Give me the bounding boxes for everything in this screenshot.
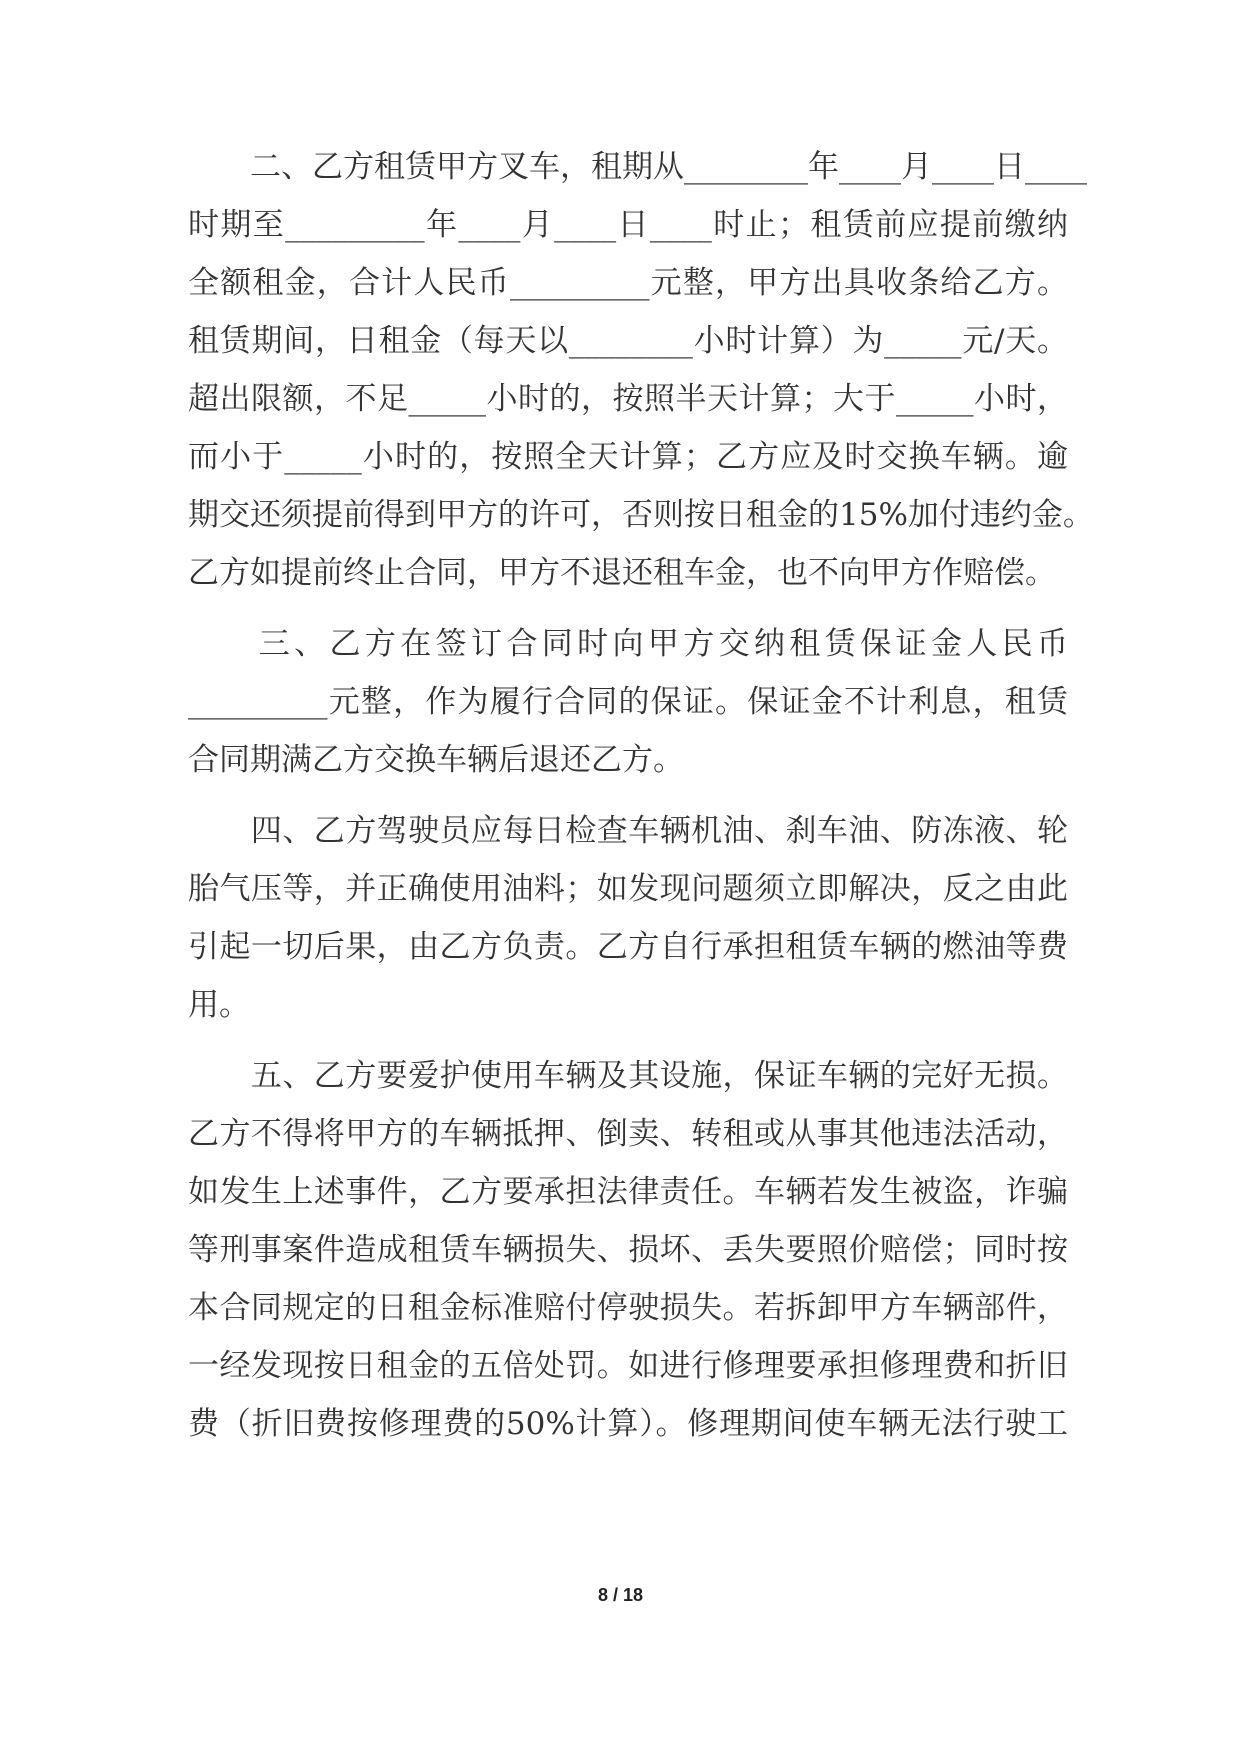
paragraph-line: 引起一切后果，由乙方负责。乙方自行承担租赁车辆的燃油等费 — [188, 929, 1068, 965]
paragraph-line: 超出限额，不足_____小时的，按照半天计算；大于_____小时， — [188, 381, 1068, 417]
paragraph-line: 本合同规定的日租金标准赔付停驶损失。若拆卸甲方车辆部件， — [188, 1290, 1068, 1326]
paragraph-line: _________元整，作为履行合同的保证。保证金不计利息，租赁 — [188, 684, 1068, 720]
paragraph-line: 如发生上述事件，乙方要承担法律责任。车辆若发生被盗，诈骗 — [188, 1174, 1068, 1210]
paragraph-line: 胎气压等，并正确使用油料；如发现问题须立即解决，反之由此 — [188, 871, 1068, 907]
paragraph-line: 全额租金，合计人民币_________元整，甲方出具收条给乙方。 — [188, 265, 1068, 301]
paragraph-line: 二、乙方租赁甲方叉车，租期从________年____月____日____ — [188, 149, 1087, 185]
paragraph-line: 一经发现按日租金的五倍处罚。如进行修理要承担修理费和折旧 — [188, 1348, 1068, 1384]
paragraph-line: 时期至_________年____月____日____时止；租赁前应提前缴纳 — [188, 207, 1068, 243]
paragraph-line: 四、乙方驾驶员应每日检查车辆机油、刹车油、防冻液、轮 — [188, 813, 1068, 849]
paragraph-line: 合同期满乙方交换车辆后退还乙方。 — [188, 742, 684, 778]
paragraph-line: 等刑事案件造成租赁车辆损失、损坏、丢失要照价赔偿；同时按 — [188, 1232, 1068, 1268]
paragraph-line: 五、乙方要爱护使用车辆及其设施，保证车辆的完好无损。 — [188, 1058, 1068, 1094]
paragraph-line: 租赁期间，日租金（每天以________小时计算）为_____元/天。 — [188, 323, 1068, 359]
paragraph-line: 三、乙方在签订合同时向甲方交纳租赁保证金人民币 — [188, 626, 1068, 662]
paragraph-line: 而小于_____小时的，按照全天计算；乙方应及时交换车辆。逾 — [188, 439, 1068, 475]
paragraph-line: 乙方不得将甲方的车辆抵押、倒卖、转租或从事其他违法活动， — [188, 1116, 1068, 1152]
paragraph-line: 费（折旧费按修理费的50%计算）。修理期间使车辆无法行驶工 — [188, 1406, 1068, 1442]
paragraph-line: 用。 — [188, 987, 250, 1023]
page-number: 8 / 18 — [597, 1585, 644, 1605]
paragraph-line: 乙方如提前终止合同，甲方不退还租车金，也不向甲方作赔偿。 — [188, 555, 1056, 591]
paragraph-line: 期交还须提前得到甲方的许可，否则按日租金的15%加付违约金。 — [188, 497, 1094, 533]
